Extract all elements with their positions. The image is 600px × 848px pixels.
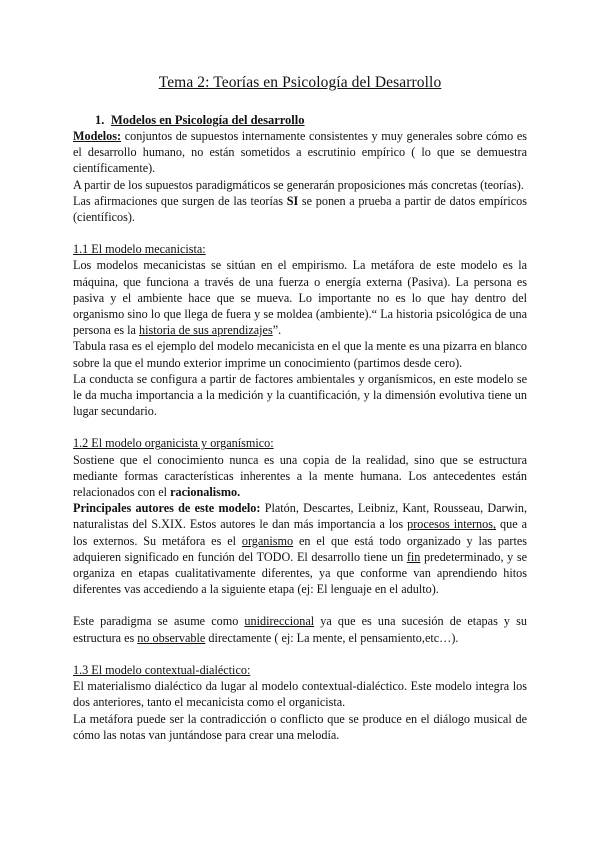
paragraph-modelos xyxy=(73,128,527,177)
modelos-definition: conjuntos de supuestos internamente consistentes y muy generales sobre cómo es el desarrollo humano, no están sometidos a escrutinio empírico ( lo que se demuestra científicamente). xyxy=(73,129,527,176)
autores-text-a: Platón, Descartes, Leibniz, Kant, Rousseau, Darwin, naturalistas del S.XIX. Estos autores le dan más importancia a los xyxy=(73,501,527,532)
fin-term: fin xyxy=(406,549,421,564)
autores-text-c: que a los externos. Su metáfora es el xyxy=(73,517,527,548)
paragraph-conducta: La conducta se configura a partir de factores ambientales y organísmicos, en este modelo se le da mucha importancia a la medición y la cuantificación, y la dimensión evolutiva tiene un lugar secundario. xyxy=(73,371,527,419)
procesos-internos: procesos internos, xyxy=(407,517,497,532)
section-1-title: Modelos en Psicología del desarrollo xyxy=(111,113,305,127)
section-1-heading xyxy=(95,113,305,128)
no-observable-term: no observable xyxy=(137,630,206,645)
paragraph-mecanicista-1 xyxy=(73,257,527,338)
autores-text-e: predeterminado, y se organiza en etapas cualitativamente diferentes, ya que conforme van aprendiendo hitos diferentes vas accediendo a la siguiente etapa (ej: El lenguaje en el adulto). xyxy=(73,549,527,597)
racionalismo-bold: racionalismo. xyxy=(170,485,241,500)
mecanicista-end: ”. xyxy=(272,323,282,338)
afirmaciones-text-b: se ponen a prueba a partir de datos empíricos (científicos). xyxy=(73,193,527,225)
unidireccional-term: unidireccional xyxy=(244,614,315,629)
section-1-1-heading: 1.1 El modelo mecanicista: xyxy=(73,242,206,257)
document-body xyxy=(73,128,527,743)
paragraph-supuestos: A partir de los supuestos paradigmáticos se generarán proposiciones más concretas (teorías). xyxy=(73,177,524,192)
paragraph-organicista-1 xyxy=(73,452,527,501)
mecanicista-text: Los modelos mecanicistas se sitúan en el empirismo. La metáfora de este modelo es la máquina, que funciona a través de una fuerza o energía externa (Pasiva). La persona es pasiva y el ambiente hace que se mueva. Lo importante no es lo que hay dentro del organismo sino lo que llega de fuera y se moldea (ambiente).“ La historia psicológica de una persona es la xyxy=(73,258,527,338)
organismo-term: organismo xyxy=(241,533,294,548)
autores-text-d: en el que está todo organizado y las partes adquieren significado en función del TODO. El desarrollo tiene un xyxy=(73,533,528,564)
section-1-3-heading: 1.3 El modelo contextual-dialéctico: xyxy=(73,662,251,677)
paradigma-text-b: ya que es una sucesión de etapas y su estructura es xyxy=(73,614,527,645)
afirmaciones-text-a: Las afirmaciones que surgen de las teorías xyxy=(73,193,287,208)
paragraph-contextual-1: El materialismo dialéctico da lugar al modelo contextual-dialéctico. Este modelo integra los dos anteriores, tanto el mecanicista como el organicista. xyxy=(73,679,527,710)
section-1-2-heading: 1.2 El modelo organicista y organísmico: xyxy=(73,436,274,451)
page-title: Tema 2: Teorías en Psicología del Desarrollo xyxy=(158,74,442,91)
paragraph-afirmaciones xyxy=(73,193,527,225)
section-1-number: 1. xyxy=(95,113,105,127)
paragraph-tabula-rasa: Tabula rasa es el ejemplo del modelo mecanicista en el que la mente es una pizarra en blanco sobre la que el mundo exterior imprime un conocimiento (partimos desde cero). xyxy=(73,339,527,370)
autores-label: Principales autores de este modelo: xyxy=(73,501,261,516)
modelos-term: Modelos: xyxy=(73,129,122,143)
paradigma-text-c: directamente ( ej: La mente, el pensamiento,etc…). xyxy=(205,630,459,645)
paradigma-text-a: Este paradigma se asume como xyxy=(73,614,245,629)
afirmaciones-si: SI xyxy=(286,193,299,208)
paragraph-contextual-2: La metáfora puede ser la contradicción o conflicto que se produce en el diálogo musical de cómo las notas van juntándose para crear una melodía. xyxy=(73,711,527,742)
paragraph-paradigma xyxy=(73,613,527,645)
organicista-text: Sostiene que el conocimiento nunca es una copia de la realidad, sino que se estructura mediante formas características inherentes a la mente humana. Los antecedentes están relacionados con el xyxy=(73,452,527,500)
mecanicista-underline: historia de sus aprendizajes xyxy=(139,323,273,338)
paragraph-autores xyxy=(73,500,527,597)
